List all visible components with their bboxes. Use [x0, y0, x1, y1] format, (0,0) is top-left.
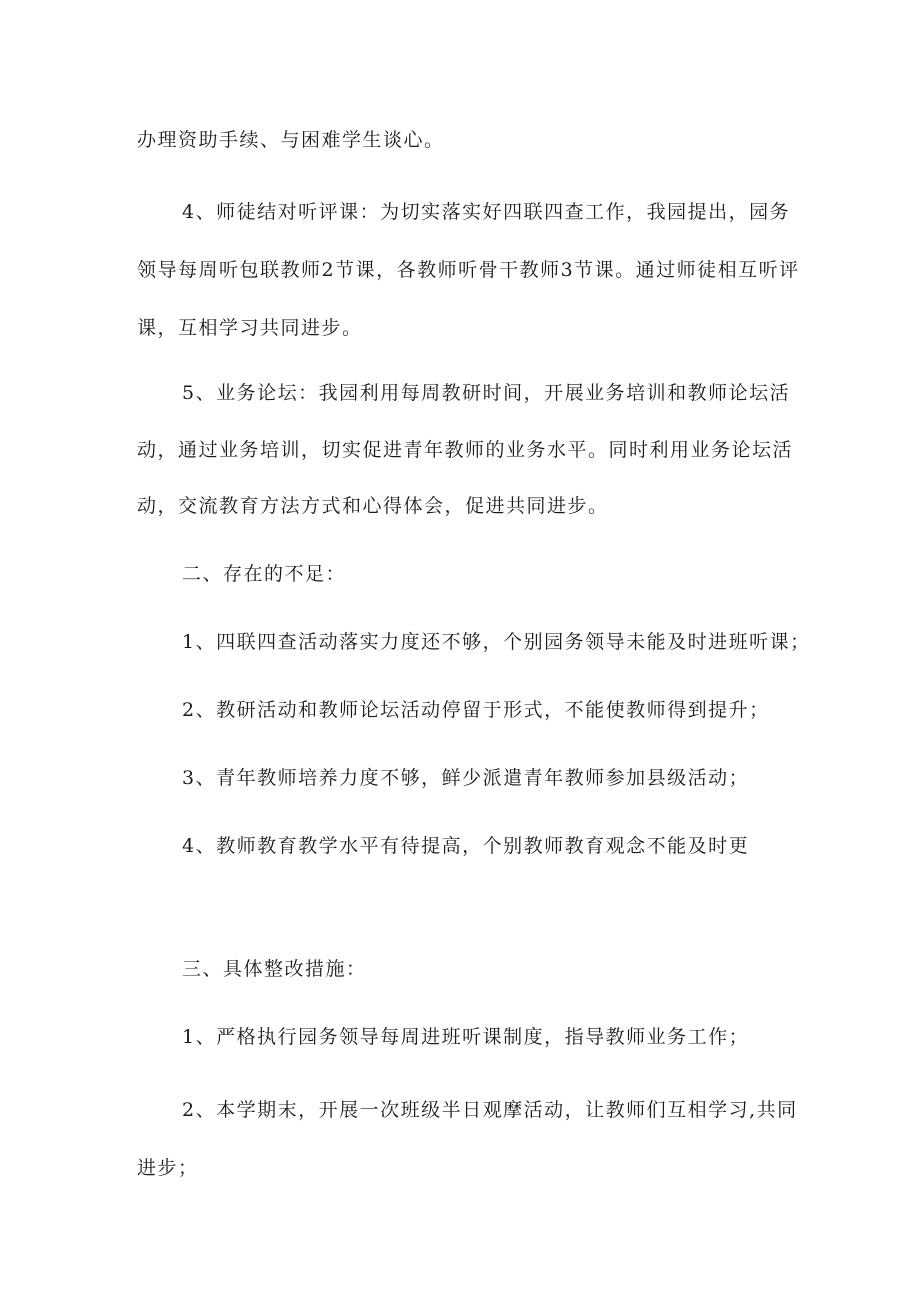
measure-1: 1、严格执行园务领导每周进班听课制度，指导教师业务工作；: [182, 1026, 750, 1048]
shortcoming-3: 3、青年教师培养力度不够，鲜少派遣青年教师参加县级活动；: [182, 767, 750, 789]
shortcoming-2: 2、教研活动和教师论坛活动停留于形式，不能使教师得到提升；: [182, 699, 770, 721]
item-5-line-2: 动，通过业务培训，切实促进青年教师的业务水平。同时利用业务论坛活: [137, 439, 794, 461]
measure-2-line-2: 进步；: [137, 1157, 199, 1179]
measure-2-line-1: 2、本学期末，开展一次班级半日观摩活动，让教师们互相学习,共同: [182, 1099, 798, 1121]
section-heading-measures: 三、具体整改措施：: [182, 958, 367, 980]
shortcoming-4: 4、教师教育教学水平有待提高，个别教师教育观念不能及时更: [182, 835, 750, 857]
item-4-line-1: 4、师徒结对听评课：为切实落实好四联四查工作，我园提出，园务: [182, 201, 791, 223]
item-4-line-2: 领导每周听包联教师2节课，各教师听骨干教师3节课。通过师徒相互听评: [137, 259, 800, 281]
item-5-line-3: 动，交流教育方法方式和心得体会，促进共同进步。: [137, 495, 609, 517]
item-4-line-3: 课，互相学习共同进步。: [137, 317, 363, 339]
paragraph-3-end: 办理资助手续、与困难学生谈心。: [137, 129, 445, 151]
section-heading-shortcomings: 二、存在的不足：: [182, 563, 347, 585]
item-5-line-1: 5、业务论坛：我园利用每周教研时间，开展业务培训和教师论坛活: [182, 382, 791, 404]
shortcoming-1: 1、四联四查活动落实力度还不够，个别园务领导未能及时进班听课；: [182, 631, 811, 653]
